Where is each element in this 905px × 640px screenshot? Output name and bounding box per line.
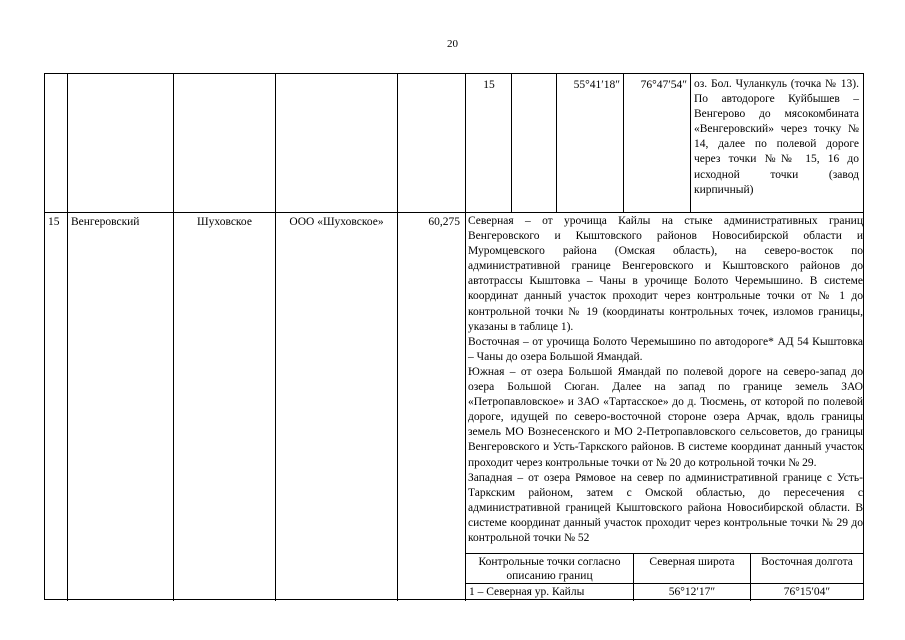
page-number: 20 [447, 38, 458, 50]
border-north: Северная – от урочища Кайлы на стыке административных границ Венгеровского и Кыштовского районов Новосибирской области и Муромцевского района (Омская область), на северо-восток по административной границе Венгеровского и Кыштовского районов до автотрассы Кыштовка – Чаны в урочище Болото Черемышино. В системе координат данный участок проходит через контрольные точки от № 1 до контрольной точки № 19 (координаты контрольных точек, изломов границы, указаны в таблице 1). [468, 215, 863, 333]
border-west: Западная – от озера Рямовое на север по административной границе с Усть-Таркским районом, затем с Омской областью, до пересечения с административной границей Кыштовского района Новосибирской области. В системе координат данный участок проходит через контрольные точки № 29 до контрольной точки № 52 [468, 471, 863, 544]
borders-description [468, 214, 863, 546]
settlement-name: Шуховское [197, 216, 252, 228]
area-value: 60,275 [428, 216, 460, 228]
row-divider [45, 212, 863, 213]
col-divider [67, 74, 68, 601]
row-number: 15 [48, 216, 60, 228]
col-divider [623, 74, 624, 212]
col-divider [173, 74, 174, 601]
col-divider [511, 74, 512, 212]
district-name: Венгеровский [71, 216, 140, 228]
border-east: Восточная – от урочища Болото Черемышино по автодороге* АД 54 Кыштовка – Чаны до озера Большой Ямандай. [468, 335, 863, 363]
col-divider [556, 74, 557, 212]
subtable-row-divider [465, 583, 863, 584]
east-longitude: 76°47′54″ [640, 79, 687, 91]
point-number: 15 [483, 79, 495, 91]
border-south: Южная – от озера Большой Ямандай по полевой дороге на северо-запад до озера Большой Сюган. Далее на запад по границе земель ЗАО «Петропавловское» и ЗАО «Тартасское» до д. Тюсмень, от которой по полевой дороге, идущей по северо-восточной стороне озера Арчак, вдоль границы земель МО Вознесенского и МО 2-Петропавловского сельсоветов, до границы Венгеровского и Усть-Таркского районов. В системе координат данный участок проходит через контрольные точки от № 20 до котрольной точки № 29. [468, 365, 863, 469]
subtable-point-east: 76°15′04″ [783, 586, 831, 598]
subtable-point-name: 1 – Северная ур. Кайлы [469, 586, 585, 598]
col-divider [690, 74, 691, 212]
subtable-header-north: Северная широта [649, 556, 735, 568]
organization-name: ООО «Шуховское» [289, 216, 384, 228]
subtable-top [465, 553, 863, 554]
col-divider [397, 74, 398, 601]
subtable-header-points: Контрольные точки согласно описанию границ [478, 556, 621, 582]
col-divider [275, 74, 276, 601]
subtable-point-north: 56°12′17″ [668, 586, 716, 598]
data-table [44, 73, 864, 600]
north-latitude: 55°41′18″ [573, 79, 620, 91]
col-divider [465, 74, 466, 601]
subtable-header-east: Восточная долгота [761, 556, 853, 568]
route-description: оз. Бол. Чуланкуль (точка № 13). По автодороге Куйбышев – Венгерово до мясокомбината «Венгеровский» через точку № 14, далее по полевой дороге через точки №№ 15, 16 до исходной точки (завод кирпичный) [694, 78, 859, 196]
